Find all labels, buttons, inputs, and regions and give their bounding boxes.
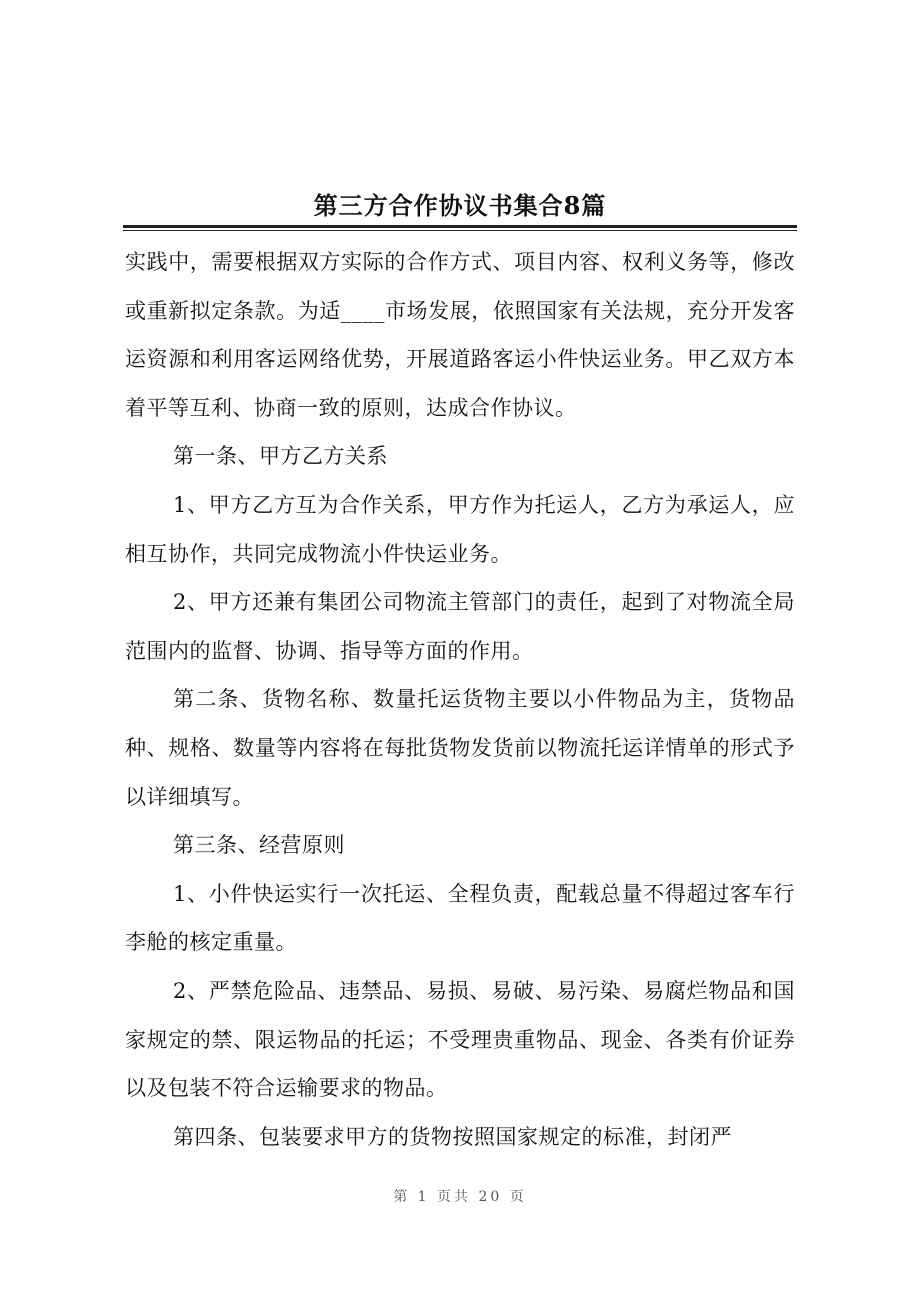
paragraph-3-2: 2、严禁危险品、违禁品、易损、易破、易污染、易腐烂物品和国家规定的禁、限运物品的托运；不受理贵重物品、现金、各类有价证券以及包装不符合运输要求的物品。	[125, 978, 795, 1101]
page-footer: 第 1 页共 20 页	[393, 1189, 527, 1205]
document-body	[125, 238, 795, 1161]
section-heading-4: 第四条、包装要求甲方的货物按照国家规定的标准，封闭严	[173, 1124, 732, 1149]
section-heading-2: 第二条、货物名称、数量托运货物主要以小件物品为主，货物品种、规格、数量等内容将在每批货物发货前以物流托运详情单的形式予以详细填写。	[125, 687, 795, 809]
paragraph-1-1: 1、甲方乙方互为合作关系，甲方作为托运人，乙方为承运人，应相互协作，共同完成物流小件快运业务。	[125, 492, 795, 566]
paragraph-1-2: 2、甲方还兼有集团公司物流主管部门的责任，起到了对物流全局范围内的监督、协调、指导等方面的作用。	[125, 590, 795, 663]
title-rule-thin	[123, 230, 797, 231]
section-heading-3: 第三条、经营原则	[173, 833, 345, 858]
section-heading-1: 第一条、甲方乙方关系	[173, 444, 388, 469]
paragraph-3-1: 1、小件快运实行一次托运、全程负责，配载总量不得超过客车行李舱的核定重量。	[125, 881, 795, 955]
paragraph-intro: 实践中，需要根据双方实际的合作方式、项目内容、权利义务等，修改或重新拟定条款。为适____市场发展，依照国家有关法规，充分开发客运资源和利用客运网络优势，开展道路客运小件快运业务。甲乙双方本着平等互利、协商一致的原则，达成合作协议。	[125, 250, 795, 420]
document-title: 第三方合作协议书集合8篇	[313, 191, 607, 220]
title-rule-thick	[123, 225, 797, 228]
